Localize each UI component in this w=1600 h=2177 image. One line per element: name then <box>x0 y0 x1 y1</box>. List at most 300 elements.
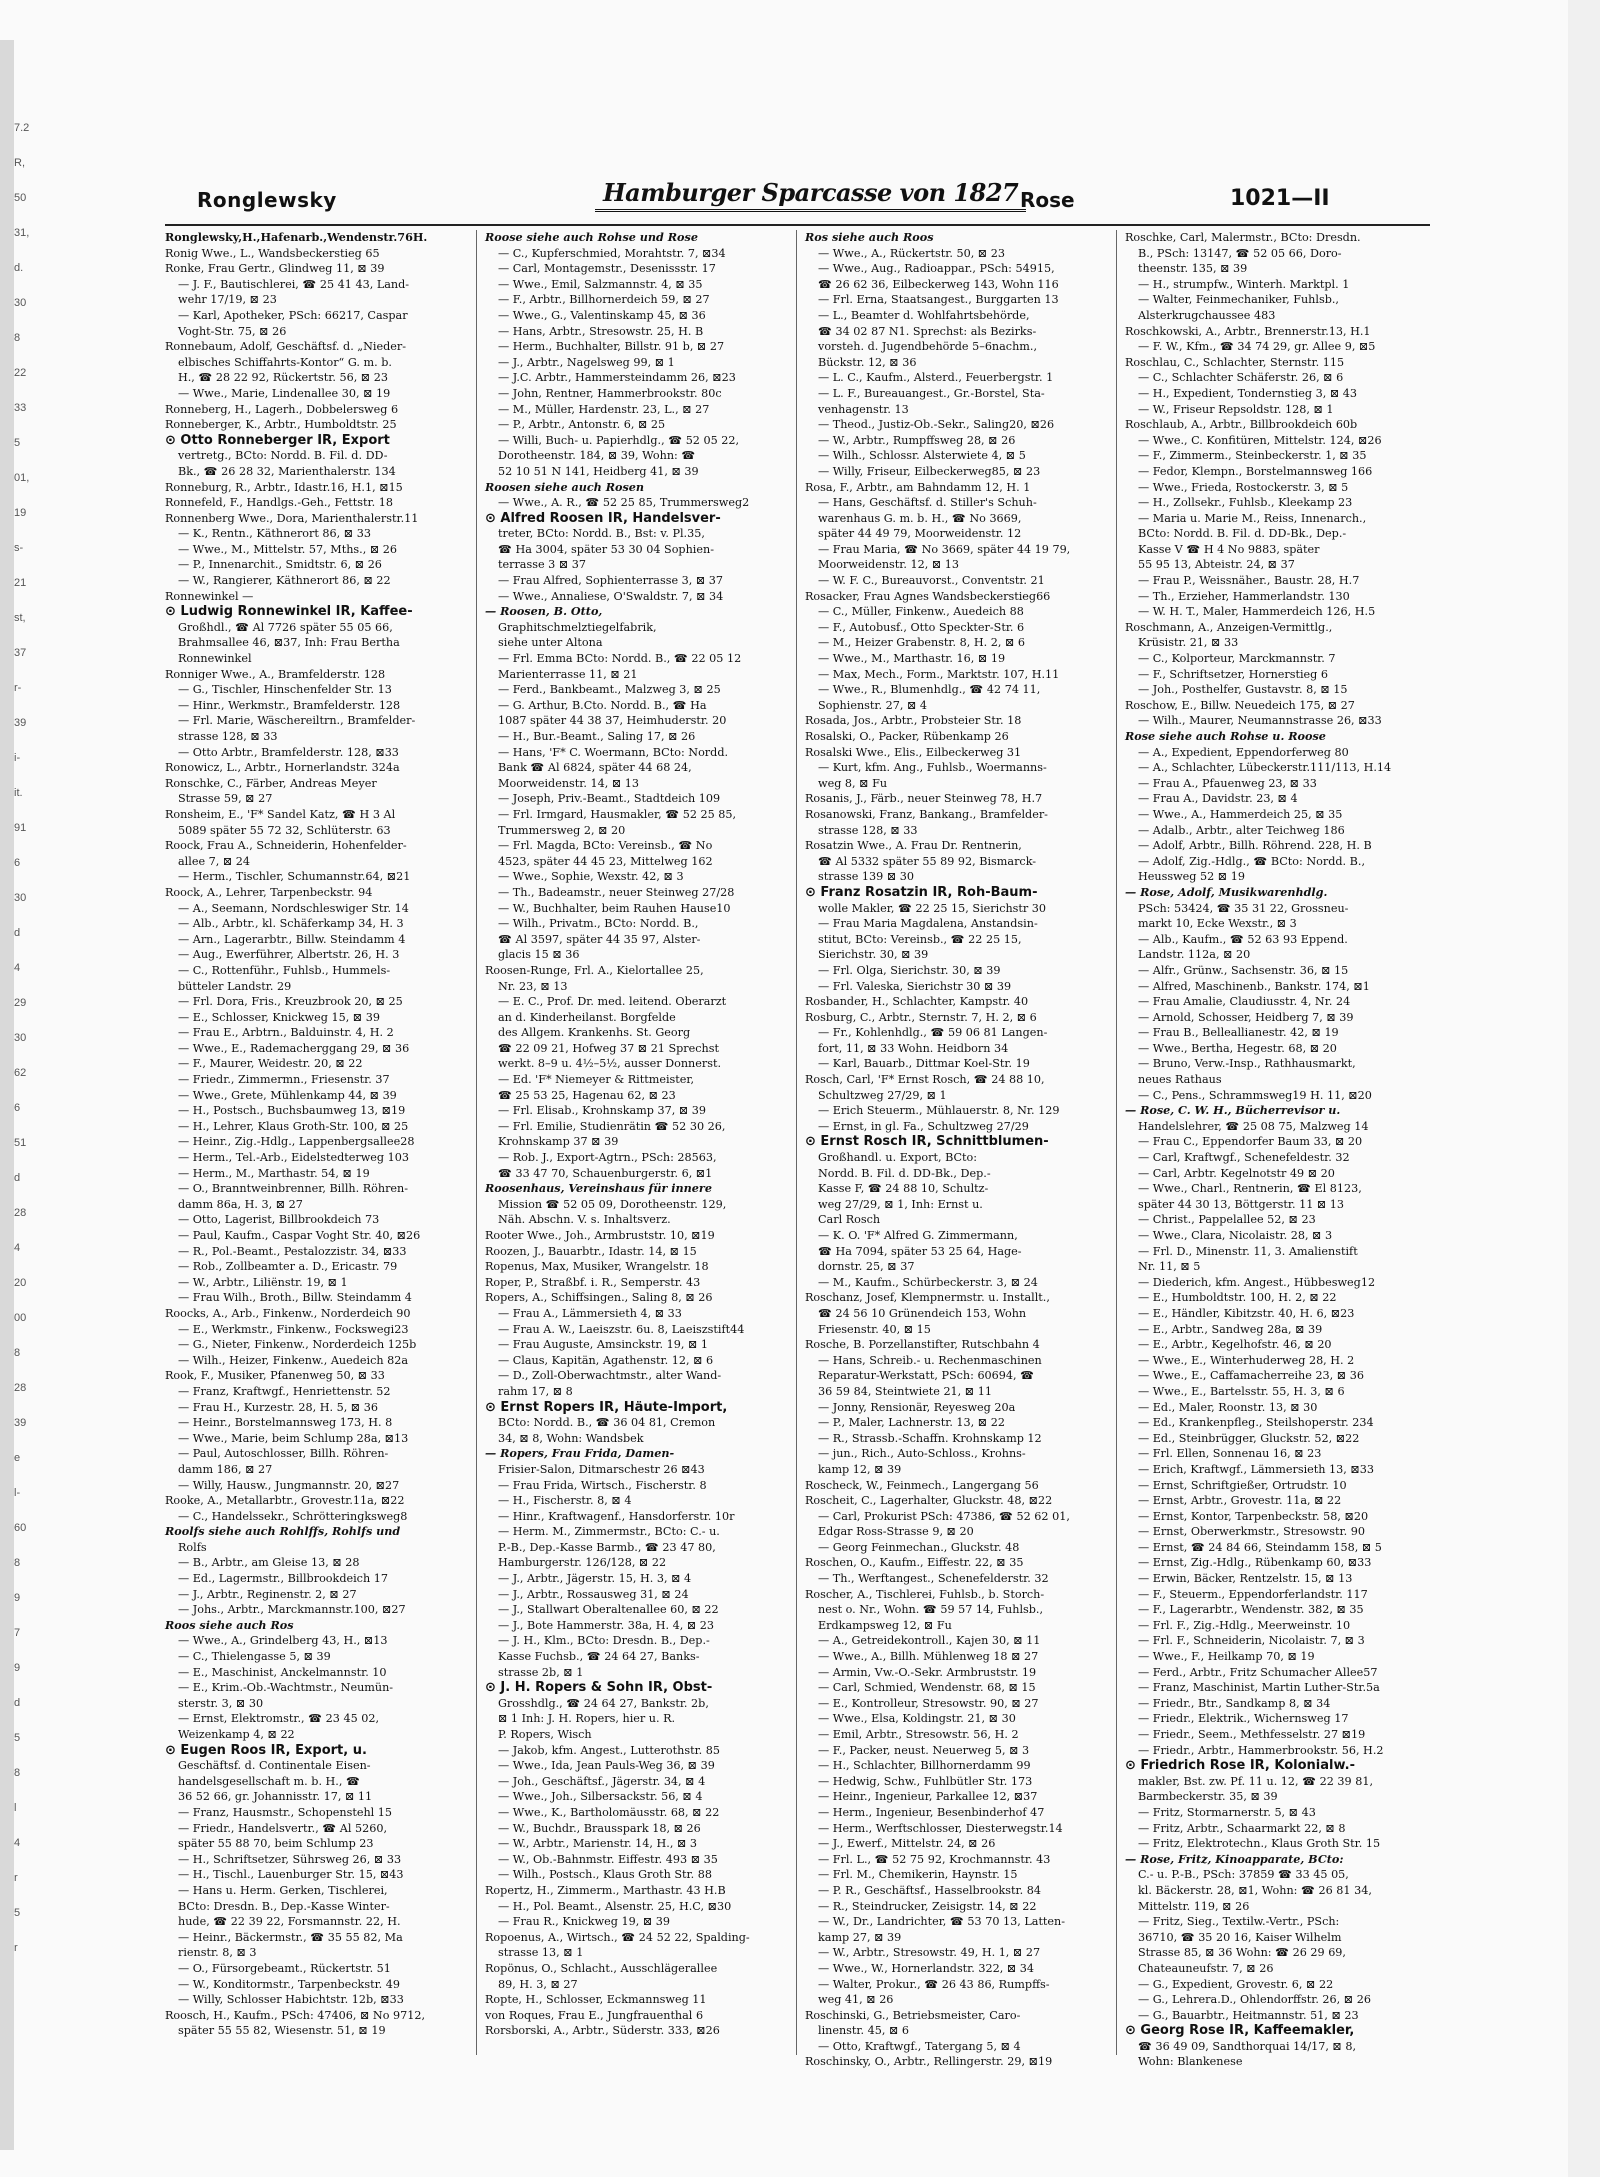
directory-sub-entry: — Friedr., Elektrik., Wichernsweg 17 <box>1138 1712 1349 1726</box>
directory-sub-entry: — Ernst, Schriftgießer, Ortrudstr. 10 <box>1138 1478 1347 1492</box>
directory-sub-entry: ⊠ 1 Inh: J. H. Ropers, hier u. R. <box>498 1712 676 1726</box>
directory-sub-entry: — A., Seemann, Nordschleswiger Str. 14 <box>178 901 409 915</box>
directory-sub-entry: — John, Rentner, Hammerbrookstr. 80c <box>498 386 722 400</box>
directory-entry: Rosbander, H., Schlachter, Kampstr. 40 <box>805 995 1029 1009</box>
directory-entry: Ronglewsky,H.,Hafenarb.,Wendenstr.76H. <box>165 230 428 244</box>
directory-sub-entry: — J., Bote Hammerstr. 38a, H. 4, ⊠ 23 <box>498 1618 715 1632</box>
directory-sub-entry: — C., Handelssekr., Schrötteringksweg8 <box>178 1509 408 1523</box>
margin-fragment: 9 <box>14 1662 21 1674</box>
directory-sub-entry: — M., Müller, Hardenstr. 23, L., ⊠ 27 <box>498 402 710 416</box>
directory-entry: ⊙ Ernst Ropers IR, Häute-Import, <box>485 1399 728 1415</box>
margin-fragment: 21 <box>14 577 27 589</box>
margin-fragment: 7.2 <box>14 122 30 134</box>
directory-sub-entry: Hamburgerstr. 126/128, ⊠ 22 <box>498 1556 667 1570</box>
margin-fragment: l- <box>14 1487 21 1499</box>
directory-sub-entry: — J., Arbtr., Reginenstr. 2, ⊠ 27 <box>178 1587 357 1601</box>
directory-sub-entry: — Paul, Kaufm., Caspar Voght Str. 40, ⊠26 <box>178 1229 421 1242</box>
directory-sub-entry: — G., Expedient, Grovestr. 6, ⊠ 22 <box>1138 1977 1334 1991</box>
directory-sub-entry: Nr. 11, ⊠ 5 <box>1138 1260 1201 1274</box>
directory-sub-entry: — B., Arbtr., am Gleise 13, ⊠ 28 <box>178 1556 360 1570</box>
directory-sub-entry: — C., Thielengasse 5, ⊠ 39 <box>178 1650 331 1664</box>
directory-sub-entry: — E., Arbtr., Sandweg 28a, ⊠ 39 <box>1138 1322 1323 1336</box>
margin-fragment: 5 <box>14 437 21 449</box>
directory-sub-entry: — Carl, Kraftwgf., Schenefeldestr. 32 <box>1138 1151 1350 1165</box>
directory-sub-entry: — O., Branntweinbrenner, Billh. Röhren- <box>178 1182 409 1196</box>
directory-sub-entry: — Diederich, kfm. Angest., Hübbesweg12 <box>1138 1275 1376 1289</box>
directory-sub-entry: — Kurt, kfm. Ang., Fuhlsb., Woermanns- <box>818 761 1047 775</box>
directory-entry: Ronniger Wwe., A., Bramfelderstr. 128 <box>165 667 386 681</box>
directory-sub-entry: — F., Packer, neust. Neuerweg 5, ⊠ 3 <box>818 1743 1030 1757</box>
directory-entry: Rosanis, J., Färb., neuer Steinweg 78, H.7 <box>805 792 1043 806</box>
directory-sub-entry: — A., Expedient, Eppendorferweg 80 <box>1138 745 1349 759</box>
directory-column-1 <box>165 230 468 2055</box>
directory-sub-entry: — Maria u. Marie M., Reiss, Innenarch., <box>1138 511 1367 525</box>
margin-fragment: 29 <box>14 997 27 1009</box>
directory-sub-entry: — Frau Auguste, Amsinckstr. 19, ⊠ 1 <box>498 1338 709 1352</box>
directory-sub-entry: — P. R., Geschäftsf., Hasselbrookstr. 84 <box>818 1883 1042 1897</box>
page-right-edge <box>1568 0 1600 2177</box>
directory-sub-entry: — C., Schlachter Schäferstr. 26, ⊠ 6 <box>1138 371 1344 385</box>
directory-entry: ⊙ Eugen Roos IR, Export, u. <box>165 1742 367 1758</box>
directory-entry: Roosch, H., Kaufm., PSch: 47406, ⊠ No 9712, <box>165 2008 426 2022</box>
directory-sub-entry: ☎ Al 5332 später 55 89 92, Bismarck- <box>818 854 1037 868</box>
directory-entry: Roos siehe auch Ros <box>165 1617 294 1632</box>
directory-sub-entry: — L. F., Bureauangest., Gr.-Borstel, Sta- <box>818 386 1045 400</box>
directory-entry: ⊙ Georg Rose IR, Kaffeemakler, <box>1125 2023 1355 2039</box>
directory-sub-entry: — K. O. 'F* Alfred G. Zimmermann, <box>818 1229 1018 1242</box>
directory-sub-entry: ☎ Al 3597, später 44 35 97, Alster- <box>498 932 701 946</box>
directory-sub-entry: kl. Bäckerstr. 28, ⊠1, Wohn: ☎ 26 81 34, <box>1138 1883 1372 1897</box>
directory-sub-entry: — Ed., Maler, Roonstr. 13, ⊠ 30 <box>1138 1400 1318 1414</box>
directory-sub-entry: — Karl, Apotheker, PSch: 66217, Caspar <box>178 308 408 322</box>
directory-sub-entry: terrasse 3 ⊠ 37 <box>498 558 586 572</box>
directory-sub-entry: elbisches Schiffahrts-Kontor“ G. m. b. <box>178 355 392 369</box>
directory-sub-entry: — Frl. Irmgard, Hausmakler, ☎ 52 25 85, <box>498 807 737 821</box>
directory-sub-entry: — W., Buchhalter, beim Rauhen Hause10 <box>498 901 731 915</box>
directory-sub-entry: theenstr. 135, ⊠ 39 <box>1138 262 1248 276</box>
directory-sub-entry: weg 27/29, ⊠ 1, Inh: Ernst u. <box>818 1197 983 1211</box>
directory-sub-entry: — Frl. F., Schneiderin, Nicolaistr. 7, ⊠ 3 <box>1138 1634 1365 1648</box>
directory-entry: Rosanowski, Franz, Bankang., Bramfelder- <box>805 807 1048 821</box>
directory-sub-entry: — Herm., Buchhalter, Billstr. 91 b, ⊠ 27 <box>498 340 725 354</box>
directory-sub-entry: warenhaus G. m. b. H., ☎ No 3669, <box>818 511 1022 525</box>
directory-sub-entry: kamp 27, ⊠ 39 <box>818 1930 902 1944</box>
directory-sub-entry: — Frau A., Pfauenweg 23, ⊠ 33 <box>1138 776 1317 790</box>
directory-sub-entry: Krüsistr. 21, ⊠ 33 <box>1138 636 1239 650</box>
directory-sub-entry: — Rob. J., Export-Agtrn., PSch: 28563, <box>498 1151 717 1165</box>
directory-sub-entry: — Wwe., E., Caffamacherreihe 23, ⊠ 36 <box>1138 1369 1364 1383</box>
directory-sub-entry: Reparatur-Werkstatt, PSch: 60694, ☎ <box>818 1369 1035 1383</box>
directory-sub-entry: — Frl. F., Zig.-Hdlg., Meerweinstr. 10 <box>1138 1618 1351 1632</box>
directory-entry: Ronig Wwe., L., Wandsbeckerstieg 65 <box>165 246 380 260</box>
directory-entry: Rooter Wwe., Joh., Armbruststr. 10, ⊠19 <box>485 1229 715 1242</box>
directory-sub-entry: — Adalb., Arbtr., alter Teichweg 186 <box>1138 823 1345 837</box>
directory-sub-entry: — J., Stallwart Oberaltenallee 60, ⊠ 22 <box>498 1603 719 1617</box>
directory-sub-entry: — Wilh., Schlossr. Alsterwiete 4, ⊠ 5 <box>818 449 1026 463</box>
directory-sub-entry: Mittelstr. 119, ⊠ 26 <box>1138 1899 1250 1913</box>
directory-sub-entry: — Ed., Steinbrügger, Gluckstr. 52, ⊠22 <box>1138 1431 1360 1445</box>
margin-fragment: 28 <box>14 1207 27 1219</box>
directory-sub-entry: — Willy, Friseur, Eilbeckerweg85, ⊠ 23 <box>818 464 1041 478</box>
directory-sub-entry: — Herm., Tel.-Arb., Eidelstedterweg 103 <box>178 1151 409 1165</box>
margin-fragment: 33 <box>14 402 27 414</box>
directory-sub-entry: — Heinr., Zig.-Hdlg., Lappenbergsallee28 <box>178 1135 415 1149</box>
directory-sub-entry: — Carl, Arbtr. Kegelnotstr 49 ⊠ 20 <box>1138 1166 1335 1180</box>
directory-sub-entry: PSch: 53424, ☎ 35 31 22, Grossneu- <box>1138 901 1349 915</box>
directory-sub-entry: — Fritz, Elektrotechn., Klaus Groth Str. 15 <box>1138 1837 1381 1851</box>
directory-sub-entry: — A., Schlachter, Lübeckerstr.111/113, H.14 <box>1138 761 1392 775</box>
directory-entry: Rosa, F., Arbtr., am Bahndamm 12, H. 1 <box>805 480 1031 494</box>
directory-sub-entry: — F., Zimmerm., Steinbeckerstr. 1, ⊠ 35 <box>1138 449 1367 463</box>
directory-sub-entry: — H., Expedient, Tondernstieg 3, ⊠ 43 <box>1138 386 1358 400</box>
directory-entry: Rosche, B. Porzellanstifter, Rutschbahn 4 <box>805 1338 1040 1352</box>
directory-sub-entry: Kasse V ☎ H 4 No 9883, später <box>1138 542 1320 556</box>
directory-sub-entry: Wohn: Blankenese <box>1138 2055 1243 2069</box>
directory-sub-entry: 34, ⊠ 8, Wohn: Wandsbek <box>498 1431 644 1445</box>
directory-entry: Roper, P., Straßbf. i. R., Semperstr. 43 <box>485 1275 701 1289</box>
directory-sub-entry: — C., Müller, Finkenw., Auedeich 88 <box>818 605 1024 619</box>
directory-sub-entry: Chateauneufstr. 7, ⊠ 26 <box>1138 1961 1274 1975</box>
margin-fragment: 8 <box>14 1557 21 1569</box>
directory-sub-entry: Dorotheenstr. 184, ⊠ 39, Wohn: ☎ <box>498 449 696 463</box>
directory-sub-entry: strasse 139 ⊠ 30 <box>818 870 914 884</box>
directory-sub-entry: Voght-Str. 75, ⊠ 26 <box>178 324 287 338</box>
directory-sub-entry: — Frl. M., Chemikerin, Haynstr. 15 <box>818 1868 1018 1882</box>
directory-sub-entry: — Armin, Vw.-O.-Sekr. Armbruststr. 19 <box>818 1665 1037 1679</box>
directory-sub-entry: — E., Werkmstr., Finkenw., Fockswegi23 <box>178 1322 409 1336</box>
directory-sub-entry: rienstr. 8, ⊠ 3 <box>178 1946 257 1960</box>
margin-fragment: d. <box>14 262 24 274</box>
directory-sub-entry: — E., Krim.-Ob.-Wachtmstr., Neumün- <box>178 1681 394 1695</box>
directory-sub-entry: — J., Arbtr., Jägerstr. 15, H. 3, ⊠ 4 <box>498 1572 692 1586</box>
directory-entry: Ropenus, Max, Musiker, Wrangelstr. 18 <box>485 1260 709 1274</box>
directory-sub-entry: — E., Arbtr., Kegelhofstr. 46, ⊠ 20 <box>1138 1338 1332 1352</box>
directory-sub-entry: Moorweidenstr. 14, ⊠ 13 <box>498 776 640 790</box>
directory-sub-entry: — Emil, Arbtr., Stresowstr. 56, H. 2 <box>818 1728 1019 1741</box>
directory-sub-entry: — M., Kaufm., Schürbeckerstr. 3, ⊠ 24 <box>818 1275 1038 1289</box>
directory-sub-entry: — Willy, Hausw., Jungmannstr. 20, ⊠27 <box>178 1478 400 1492</box>
directory-entry: Ronsheim, E., 'F* Sandel Katz, ☎ H 3 Al <box>165 807 396 821</box>
directory-entry: Roschen, O., Kaufm., Eiffestr. 22, ⊠ 35 <box>805 1556 1024 1570</box>
directory-sub-entry: — Fritz, Arbtr., Schaarmarkt 22, ⊠ 8 <box>1138 1821 1346 1835</box>
directory-sub-entry: allee 7, ⊠ 24 <box>178 854 251 868</box>
margin-fragment: r <box>14 1942 18 1954</box>
directory-sub-entry: Sierichstr. 30, ⊠ 39 <box>818 948 929 962</box>
directory-sub-entry: — Hans, Geschäftsf. d. Stiller's Schuh- <box>818 496 1037 510</box>
directory-sub-entry: — G., Lehrera.D., Ohlendorffstr. 26, ⊠ 26 <box>1138 1993 1371 2007</box>
directory-sub-entry: — Johs., Arbtr., Marckmannstr.100, ⊠27 <box>178 1603 406 1617</box>
margin-fragment: it. <box>14 787 23 799</box>
directory-sub-entry: — F., Arbtr., Billhornerdeich 59, ⊠ 27 <box>498 293 710 307</box>
directory-sub-entry: — H., Bur.-Beamt., Saling 17, ⊠ 26 <box>498 730 696 743</box>
directory-sub-entry: Kasse Fuchsb., ☎ 24 64 27, Banks- <box>498 1650 700 1664</box>
directory-sub-entry: — Wwe., A., Grindelberg 43, H., ⊠13 <box>178 1634 388 1648</box>
directory-sub-entry: — Hinr., Kraftwagenf., Hansdorferstr. 10r <box>498 1509 735 1523</box>
directory-entry: ⊙ Otto Ronneberger IR, Export <box>165 432 390 448</box>
margin-fragment: 5 <box>14 1732 21 1744</box>
directory-sub-entry: — H., Postsch., Buchsbaumweg 13, ⊠19 <box>178 1104 406 1118</box>
directory-sub-entry: — Frl. Emilie, Studienrätin ☎ 52 30 26, <box>498 1119 726 1133</box>
directory-sub-entry: Strasse 85, ⊠ 36 Wohn: ☎ 26 29 69, <box>1138 1946 1346 1960</box>
directory-sub-entry: — H., Tischl., Lauenburger Str. 15, ⊠43 <box>178 1868 404 1882</box>
directory-sub-entry: Marienterrasse 11, ⊠ 21 <box>498 667 638 681</box>
directory-sub-entry: — Willy, Schlosser Habichtstr. 12b, ⊠33 <box>178 1993 404 2007</box>
directory-sub-entry: — Frau Frida, Wirtsch., Fischerstr. 8 <box>498 1478 707 1492</box>
page-number: 1021—II <box>1230 186 1330 211</box>
running-head-first-name: Ronglewsky <box>197 188 337 212</box>
directory-column-4 <box>1125 230 1428 2069</box>
directory-sub-entry: — Herm. M., Zimmermstr., BCto: C.- u. <box>498 1525 720 1539</box>
directory-sub-entry: — G. Arthur, B.Cto. Nordd. B., ☎ Ha <box>498 698 707 712</box>
directory-sub-entry: — Wwe., R., Blumenhdlg., ☎ 42 74 11, <box>818 683 1041 697</box>
directory-sub-entry: — Erwin, Bäcker, Rentzelstr. 15, ⊠ 13 <box>1138 1572 1353 1586</box>
directory-sub-entry: — G., Bauarbtr., Heitmannstr. 51, ⊠ 23 <box>1138 2008 1359 2022</box>
directory-sub-entry: — F. W., Kfm., ☎ 34 74 29, gr. Allee 9, ⊠5 <box>1138 340 1376 354</box>
directory-sub-entry: 36 59 84, Steintwiete 21, ⊠ 11 <box>818 1384 992 1398</box>
directory-sub-entry: Landstr. 112a, ⊠ 20 <box>1138 948 1251 962</box>
directory-sub-entry: — Wilh., Privatm., BCto: Nordd. B., <box>498 917 699 931</box>
directory-entry: ⊙ Friedrich Rose IR, Kolonialw.- <box>1125 1758 1356 1774</box>
margin-fragment: 4 <box>14 1242 21 1254</box>
directory-sub-entry: später 44 49 79, Moorweidenstr. 12 <box>818 527 1022 541</box>
directory-sub-entry: — Frl. Magda, BCto: Vereinsb., ☎ No <box>498 839 713 853</box>
directory-sub-entry: — Ferd., Bankbeamt., Malzweg 3, ⊠ 25 <box>498 683 721 697</box>
directory-sub-entry: — Hans u. Herm. Gerken, Tischlerei, <box>178 1883 388 1897</box>
directory-sub-entry: — J. F., Bautischlerei, ☎ 25 41 43, Land- <box>178 277 410 291</box>
directory-sub-entry: bütteler Landstr. 29 <box>178 979 292 993</box>
directory-sub-entry: — Wwe., K., Bartholomäusstr. 68, ⊠ 22 <box>498 1805 720 1819</box>
directory-sub-entry: — Erich, Kraftwgf., Lämmersieth 13, ⊠33 <box>1138 1462 1375 1476</box>
directory-sub-entry: — Jonny, Rensionär, Reyesweg 20a <box>818 1400 1016 1414</box>
directory-sub-entry: des Allgem. Krankenhs. St. Georg <box>498 1026 691 1040</box>
directory-sub-entry: später 55 55 82, Wiesenstr. 51, ⊠ 19 <box>178 2024 386 2038</box>
directory-sub-entry: — E., Händler, Kibitzstr. 40, H. 6, ⊠23 <box>1138 1306 1355 1320</box>
directory-sub-entry: — Frau P., Weissnäher., Baustr. 28, H.7 <box>1138 574 1360 588</box>
margin-fragment: 4 <box>14 962 21 974</box>
directory-entry: Roosen-Runge, Frl. A., Kielortallee 25, <box>485 963 704 977</box>
directory-sub-entry: BCto: Nordd. B., ☎ 36 04 81, Cremon <box>498 1416 716 1430</box>
directory-sub-entry: — Frl. Olga, Sierichstr. 30, ⊠ 39 <box>818 963 1001 977</box>
directory-sub-entry: — Wwe., Joh., Silbersackstr. 56, ⊠ 4 <box>498 1790 703 1804</box>
directory-sub-entry: dornstr. 25, ⊠ 37 <box>818 1260 915 1274</box>
directory-sub-entry: — W., Arbtr., Stresowstr. 49, H. 1, ⊠ 27 <box>818 1946 1041 1960</box>
margin-fragment: r <box>14 1872 18 1884</box>
directory-sub-entry: — Heinr., Bäckermstr., ☎ 35 55 82, Ma <box>178 1930 403 1944</box>
directory-entry: Ronnebaum, Adolf, Geschäftsf. d. „Nieder- <box>165 340 406 354</box>
directory-entry: Roock, Frau A., Schneiderin, Hohenfelder- <box>165 839 407 853</box>
directory-sub-entry: Nordd. B. Fil. d. DD-Bk., Dep.- <box>818 1166 991 1180</box>
directory-sub-entry: BCto: Nordd. B. Fil. d. DD-Bk., Dep.- <box>1138 527 1347 541</box>
directory-sub-entry: — W., Arbtr., Rumpffsweg 28, ⊠ 26 <box>818 433 1016 447</box>
directory-sub-entry: — W., Ob.-Bahnmstr. Eiffestr. 493 ⊠ 35 <box>498 1852 718 1866</box>
directory-sub-entry: — Herm., Ingenieur, Besenbinderhof 47 <box>818 1805 1045 1819</box>
directory-sub-entry: — Wwe., Clara, Nicolaistr. 28, ⊠ 3 <box>1138 1229 1333 1242</box>
directory-sub-entry: — Hedwig, Schw., Fuhlbütler Str. 173 <box>818 1774 1033 1788</box>
margin-fragment: 7 <box>14 1627 21 1639</box>
directory-sub-entry: — Frau A., Lämmersieth 4, ⊠ 33 <box>498 1306 682 1320</box>
directory-sub-entry: — F., Lagerarbtr., Wendenstr. 382, ⊠ 35 <box>1138 1603 1364 1617</box>
directory-sub-entry: ☎ 25 53 25, Hagenau 62, ⊠ 23 <box>498 1088 676 1102</box>
directory-sub-entry: strasse 128, ⊠ 33 <box>178 730 278 743</box>
directory-entry: Ronnefeld, F., Handlgs.-Geh., Fettstr. 18 <box>165 496 393 510</box>
margin-fragment: 6 <box>14 1102 21 1114</box>
directory-sub-entry: — Adolf, Arbtr., Billh. Röhrend. 228, H. B <box>1138 839 1372 853</box>
directory-entry: Ropoenus, A., Wirtsch., ☎ 24 52 22, Spalding- <box>485 1930 750 1944</box>
directory-sub-entry: — Friedr., Btr., Sandkamp 8, ⊠ 34 <box>1138 1696 1331 1710</box>
directory-sub-entry: Alsterkrugchaussee 483 <box>1138 308 1276 322</box>
directory-sub-entry: — Erich Steuerm., Mühlauerstr. 8, Nr. 129 <box>818 1104 1060 1118</box>
directory-sub-entry: — Wwe., A., Billh. Mühlenweg 18 ⊠ 27 <box>818 1650 1039 1664</box>
directory-sub-entry: später 44 30 13, Böttgerstr. 11 ⊠ 13 <box>1138 1197 1345 1211</box>
directory-sub-entry: — Rob., Zollbeamter a. D., Ericastr. 79 <box>178 1260 398 1274</box>
directory-sub-entry: — Fr., Kohlenhdlg., ☎ 59 06 81 Langen- <box>818 1026 1048 1040</box>
directory-sub-entry: — Ernst, in gl. Fa., Schultzweg 27/29 <box>818 1119 1029 1133</box>
directory-sub-entry: — E. C., Prof. Dr. med. leitend. Oberarzt <box>498 995 727 1009</box>
directory-sub-entry: — C., Kupferschmied, Morahtstr. 7, ⊠34 <box>498 246 726 260</box>
directory-sub-entry: — J. H., Klm., BCto: Dresdn. B., Dep.- <box>498 1634 710 1648</box>
directory-sub-entry: 1087 später 44 38 37, Heimhuderstr. 20 <box>498 714 727 728</box>
directory-sub-entry: ☎ 33 47 70, Schauenburgerstr. 6, ⊠1 <box>498 1166 713 1180</box>
directory-sub-entry: — Wwe., E., Bartelsstr. 55, H. 3, ⊠ 6 <box>1138 1384 1345 1398</box>
directory-sub-entry: — Ernst, ☎ 24 84 66, Steindamm 158, ⊠ 5 <box>1138 1540 1382 1554</box>
directory-entry: — Rose, C. W. H., Bücherrevisor u. <box>1125 1103 1341 1118</box>
directory-sub-entry: — P., Maler, Lachnerstr. 13, ⊠ 22 <box>818 1416 1005 1430</box>
directory-sub-entry: Barmbeckerstr. 35, ⊠ 39 <box>1138 1790 1278 1804</box>
directory-sub-entry: — J., Ewerf., Mittelstr. 24, ⊠ 26 <box>818 1837 996 1851</box>
directory-sub-entry: — Frau Alfred, Sophienterrasse 3, ⊠ 37 <box>498 574 724 588</box>
directory-sub-entry: — Frl. L., ☎ 52 75 92, Krochmannstr. 43 <box>818 1852 1051 1866</box>
directory-sub-entry: — Heinr., Borstelmannsweg 173, H. 8 <box>178 1416 393 1430</box>
running-head-last-name: Rose <box>1020 188 1075 212</box>
directory-sub-entry: — Frl. Erna, Staatsangest., Burggarten 13 <box>818 293 1059 307</box>
directory-sub-entry: — C., Pens., Schrammsweg19 H. 11, ⊠20 <box>1138 1088 1372 1102</box>
directory-sub-entry: — Friedr., Zimmermn., Friesenstr. 37 <box>178 1073 390 1087</box>
directory-sub-entry: — J., Arbtr., Nagelsweg 99, ⊠ 1 <box>498 355 675 369</box>
directory-sub-entry: — W., Rangierer, Käthnerort 86, ⊠ 22 <box>178 574 391 588</box>
margin-fragment: 00 <box>14 1312 27 1324</box>
directory-sub-entry: — Frl. Emma BCto: Nordd. B., ☎ 22 05 12 <box>498 652 742 666</box>
directory-sub-entry: — Wwe., E., Winterhuderweg 28, H. 2 <box>1138 1353 1355 1367</box>
directory-entry: Rorsborski, A., Arbtr., Süderstr. 333, ⊠26 <box>485 2024 720 2038</box>
margin-fragment: st, <box>14 612 26 624</box>
directory-sub-entry: — Paul, Autoschlosser, Billh. Röhren- <box>178 1447 389 1461</box>
directory-sub-entry: vorsteh. d. Jugendbehörde 5–6nachm., <box>818 340 1037 354</box>
directory-sub-entry: — Frl. Marie, Wäschereiltrn., Bramfelder- <box>178 714 416 728</box>
directory-sub-entry: — Wwe., F., Heilkamp 70, ⊠ 19 <box>1138 1650 1315 1664</box>
directory-sub-entry: — F., Maurer, Weidestr. 20, ⊠ 22 <box>178 1057 363 1071</box>
directory-entry: — Rose, Fritz, Kinoapparate, BCto: <box>1125 1851 1344 1866</box>
directory-entry: Roosenhaus, Vereinshaus für innere <box>485 1181 712 1196</box>
directory-sub-entry: — E., Schlosser, Knickweg 15, ⊠ 39 <box>178 1010 380 1024</box>
directory-sub-entry: — Fritz, Sieg., Textilw.-Vertr., PSch: <box>1138 1915 1340 1929</box>
directory-sub-entry: — Joh., Posthelfer, Gustavstr. 8, ⊠ 15 <box>1138 683 1348 697</box>
header-rule <box>165 224 1430 226</box>
directory-sub-entry: — Th., Erzieher, Hammerlandstr. 130 <box>1138 589 1350 603</box>
directory-entry: — Ropers, Frau Frida, Damen- <box>485 1446 675 1461</box>
directory-entry: ⊙ Alfred Roosen IR, Handelsver- <box>485 510 721 526</box>
directory-sub-entry: — R., Strassb.-Schaffn. Krohnskamp 12 <box>818 1431 1042 1445</box>
margin-fragment: R, <box>14 157 25 169</box>
directory-sub-entry: Brahmsallee 46, ⊠37, Inh: Frau Bertha <box>178 636 400 650</box>
directory-sub-entry: neues Rathaus <box>1138 1073 1222 1087</box>
directory-entry: Ropönus, O., Schlacht., Ausschlägerallee <box>485 1961 718 1975</box>
directory-sub-entry: — H., Schriftsetzer, Sührsweg 26, ⊠ 33 <box>178 1852 402 1866</box>
directory-sub-entry: weg 8, ⊠ Fu <box>818 776 888 790</box>
directory-sub-entry: — W., Buchdr., Brausspark 18, ⊠ 26 <box>498 1821 701 1835</box>
directory-sub-entry: Geschäftsf. d. Continentale Eisen- <box>178 1759 371 1773</box>
directory-entry: Roschlau, C., Schlachter, Sternstr. 115 <box>1125 355 1345 369</box>
margin-fragment: 39 <box>14 717 27 729</box>
directory-sub-entry: — Otto, Lagerist, Billbrookdeich 73 <box>178 1213 380 1227</box>
directory-sub-entry: — Carl, Schmied, Wendenstr. 68, ⊠ 15 <box>818 1681 1036 1695</box>
directory-entry: Roschanz, Josef, Klempnermstr. u. Installt., <box>805 1291 1050 1305</box>
directory-sub-entry: — Herm., M., Marthastr. 54, ⊠ 19 <box>178 1166 370 1180</box>
directory-sub-entry: — H., Zollsekr., Fuhlsb., Kleekamp 23 <box>1138 496 1353 510</box>
previous-page-margin-fragments <box>14 120 54 2020</box>
directory-sub-entry: — Frau H., Kurzestr. 28, H. 5, ⊠ 36 <box>178 1400 378 1414</box>
margin-fragment: 62 <box>14 1067 27 1079</box>
directory-sub-entry: Mission ☎ 52 05 09, Dorotheenstr. 129, <box>498 1197 727 1211</box>
directory-entry: Ropte, H., Schlosser, Eckmannsweg 11 <box>485 1993 707 2007</box>
directory-sub-entry: an d. Kinderheilanst. Borgfelde <box>498 1010 676 1024</box>
directory-sub-entry: linenstr. 45, ⊠ 6 <box>818 2024 910 2038</box>
margin-fragment: i- <box>14 752 21 764</box>
directory-sub-entry: — Joseph, Priv.-Beamt., Stadtdeich 109 <box>498 792 721 806</box>
margin-fragment: 8 <box>14 1347 21 1359</box>
directory-sub-entry: — Ed. 'F* Niemeyer & Rittmeister, <box>498 1073 695 1087</box>
directory-sub-entry: — D., Zoll-Oberwachtmstr., alter Wand- <box>498 1369 722 1383</box>
directory-sub-entry: — Wwe., Marie, beim Schlump 28a, ⊠13 <box>178 1431 409 1445</box>
directory-sub-entry: — Christ., Pappelallee 52, ⊠ 23 <box>1138 1213 1316 1227</box>
directory-entry: Rose siehe auch Rohse u. Roose <box>1125 729 1326 743</box>
directory-sub-entry: — E., Maschinist, Anckelmannstr. 10 <box>178 1665 387 1679</box>
directory-sub-entry: BCto: Dresdn. B., Dep.-Kasse Winter- <box>178 1899 390 1913</box>
directory-entry: Ronneburg, R., Arbtr., Idastr.16, H.1, ⊠15 <box>165 480 403 494</box>
directory-sub-entry: — Frau Maria, ☎ No 3669, später 44 19 79, <box>818 542 1071 556</box>
directory-entry: ⊙ Ernst Rosch IR, Schnittblumen- <box>805 1134 1049 1150</box>
directory-sub-entry: — Wwe., Grete, Mühlenkamp 44, ⊠ 39 <box>178 1088 397 1102</box>
directory-sub-entry: — F., Autobusf., Otto Speckter-Str. 6 <box>818 620 1025 634</box>
directory-sub-entry: — Wwe., A. R., ☎ 52 25 85, Trummersweg2 <box>498 496 750 510</box>
directory-sub-entry: rahm 17, ⊠ 8 <box>498 1384 573 1398</box>
directory-sub-entry: — W., Dr., Landrichter, ☎ 53 70 13, Latten- <box>818 1915 1066 1929</box>
directory-sub-entry: — Frau B., Belleallianestr. 42, ⊠ 19 <box>1138 1026 1339 1040</box>
directory-sub-entry: Großhandl. u. Export, BCto: <box>818 1151 978 1165</box>
directory-sub-entry: — H., Fischerstr. 8, ⊠ 4 <box>498 1494 632 1508</box>
directory-sub-entry: — Frl. Ellen, Sonnenau 16, ⊠ 23 <box>1138 1447 1322 1461</box>
directory-sub-entry: — Wilh., Heizer, Finkenw., Auedeich 82a <box>178 1353 409 1367</box>
directory-sub-entry: vertretg., BCto: Nordd. B. Fil. d. DD- <box>178 449 388 463</box>
directory-sub-entry: siehe unter Altona <box>498 636 603 650</box>
directory-sub-entry: — W. F. C., Bureauvorst., Conventstr. 21 <box>818 574 1045 588</box>
directory-sub-entry: — Arn., Lagerarbtr., Billw. Steindamm 4 <box>178 932 406 946</box>
directory-entry: Ronschke, C., Färber, Andreas Meyer <box>165 776 377 790</box>
directory-sub-entry: — Willi, Buch- u. Papierhdlg., ☎ 52 05 22, <box>498 433 740 447</box>
directory-entry: von Roques, Frau E., Jungfrauenthal 6 <box>485 2008 704 2022</box>
directory-entry: Ropertz, H., Zimmerm., Marthastr. 43 H.B <box>485 1883 726 1897</box>
directory-sub-entry: — H., Lehrer, Klaus Groth-Str. 100, ⊠ 25 <box>178 1119 409 1133</box>
directory-sub-entry: ☎ 26 62 36, Eilbeckerweg 143, Wohn 116 <box>818 277 1059 291</box>
directory-sub-entry: — Jakob, kfm. Angest., Lutterothstr. 85 <box>498 1743 721 1757</box>
directory-sub-entry: — Wwe., C. Konfitüren, Mittelstr. 124, ⊠26 <box>1138 433 1382 447</box>
directory-sub-entry: sterstr. 3, ⊠ 30 <box>178 1696 264 1710</box>
directory-sub-entry: Bk., ☎ 26 28 32, Marienthalerstr. 134 <box>178 464 396 478</box>
directory-sub-entry: — F., Schriftsetzer, Hornerstieg 6 <box>1138 667 1329 681</box>
directory-sub-entry: — Claus, Kapitän, Agathenstr. 12, ⊠ 6 <box>498 1353 714 1367</box>
margin-fragment: 01, <box>14 472 30 484</box>
margin-fragment: 20 <box>14 1277 27 1289</box>
directory-entry: Roschinsky, O., Arbtr., Rellingerstr. 29, ⊠19 <box>805 2055 1053 2069</box>
